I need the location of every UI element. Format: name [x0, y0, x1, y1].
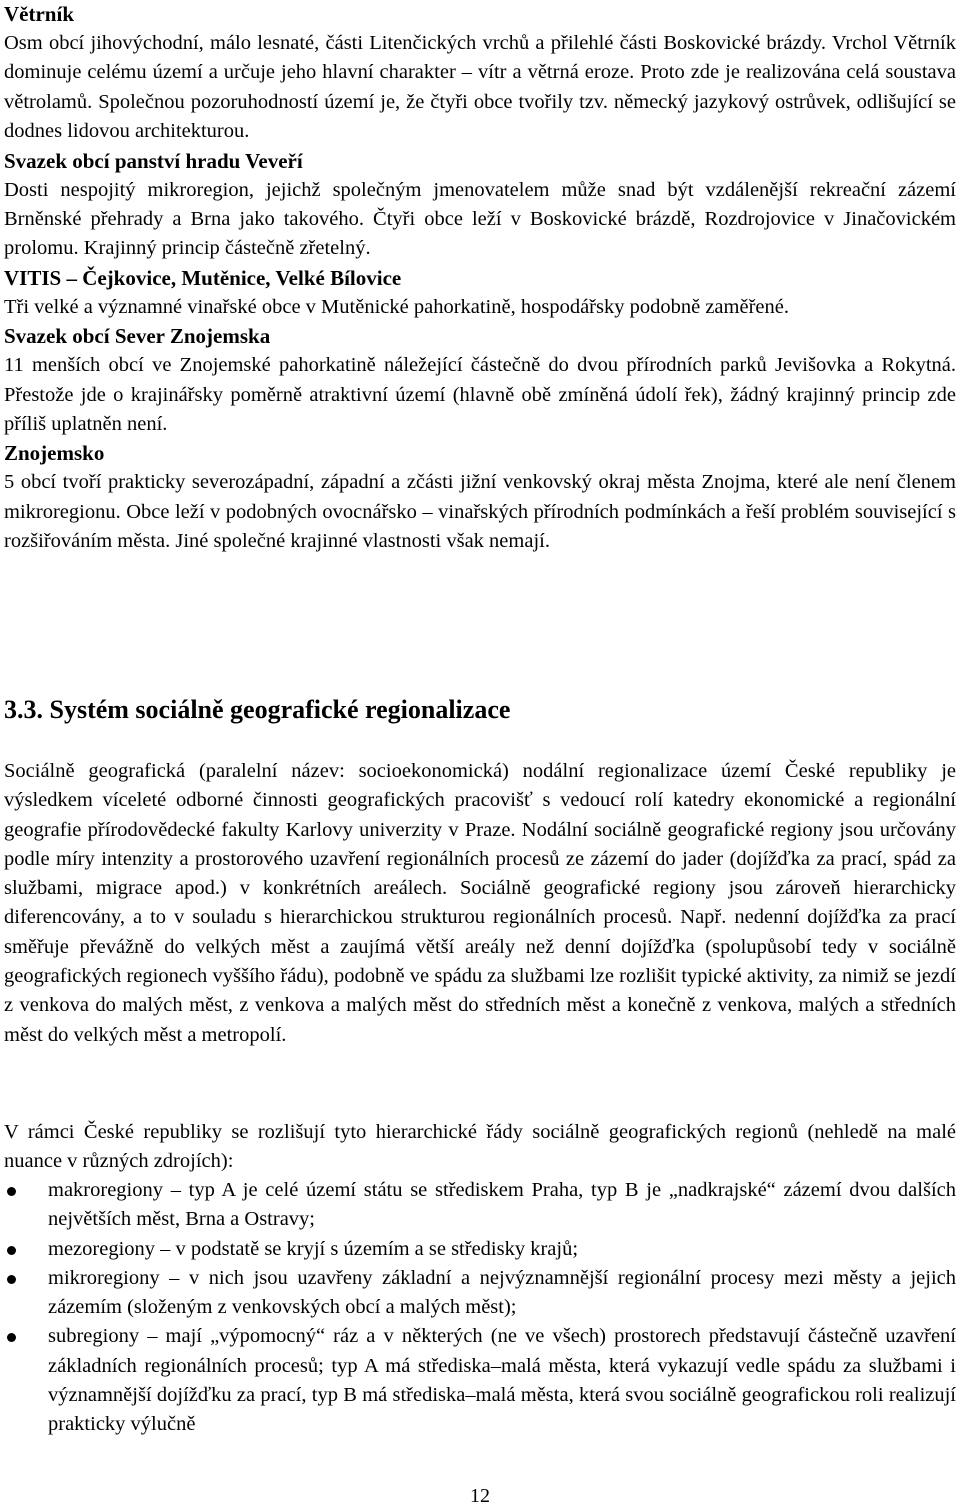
section-heading-sever-znojemska: Svazek obcí Sever Znojemska [4, 324, 271, 349]
list-item [4, 1322, 956, 1439]
list-item-text: mikroregiony – v nich jsou uzavřeny základní a nejvýznamnější regionální procesy mezi městy a jejich zázemím (složeným z venkovských obcí a malých měst); [48, 1266, 956, 1319]
section-body-vetrnik: Osm obcí jihovýchodní, málo lesnaté, části Litenčických vrchů a přilehlé části Boskovické brázdy. Vrchol Větrník dominuje celému území a určuje jeho hlavní charakter – vítr a větrná eroze. Proto zde je realizována celá soustava větrolamů. Společnou pozoruhodností území je, že čtyři obce tvořily tzv. německý jazykový ostrůvek, odlišující se dodnes lidovou architekturou. [4, 32, 956, 143]
section-heading-vetrnik: Větrník [4, 2, 74, 26]
section-heading-vitis: VITIS – Čejkovice, Mutěnice, Velké Bílovice [4, 265, 402, 290]
section-heading-znojemsko: Znojemsko [4, 441, 105, 466]
section-heading-veveri: Svazek obcí panství hradu Veveří [4, 148, 303, 173]
page-number: 12 [470, 1485, 490, 1507]
microregion-descriptions [4, 0, 956, 557]
list-item-text: subregiony – mají „výpomocný“ ráz a v některých (ne ve všech) prostorech představují částečně uzavření základních regionálních procesů; typ A má střediska–malá města, která vykazují vedle spádu za službami i významnější dojížďku za prací, typ B má střediska–malá města, která svou sociálně geografickou roli realizují prakticky výlučně [48, 1325, 956, 1436]
chapter-paragraph-2: V rámci České republiky se rozlišují tyto hierarchické řády sociálně geografických regionů (nehledě na malé nuance v různých zdrojích): [4, 1121, 956, 1173]
section-body-sever-znojemska: 11 menších obcí ve Znojemské pahorkatině náležející částečně do dvou přírodních parků Jevišovka a Rokytná. Přestože jde o krajinářsky poměrně atraktivní území (hlavně obě zmíněná údolí řek), žádný krajinný princip zde příliš uplatněn není. [4, 354, 956, 436]
bullet-icon [7, 1333, 16, 1342]
chapter-title: 3.3. Systém sociálně geografické regionalizace [4, 695, 511, 724]
list-item [4, 1264, 956, 1323]
bullet-icon [7, 1275, 16, 1284]
list-item-text: makroregiony – typ A je celé území státu se střediskem Praha, typ B je „nadkrajské“ zázemí dvou dalších největších měst, Brna a Ostravy; [48, 1179, 956, 1231]
bullet-icon [7, 1246, 16, 1255]
section-body-veveri: Dosti nespojitý mikroregion, jejichž společným jmenovatelem může snad být vzdálenější rekreační zázemí Brněnské přehrady a Brna jako takového. Čtyři obce leží v Boskovické brázdě, Rozdrojovice v Jinačovickém prolomu. Krajinný princip částečně zřetelný. [4, 178, 956, 260]
region-order-list [4, 1176, 956, 1440]
list-item [4, 1235, 956, 1264]
bullet-icon [7, 1187, 16, 1196]
section-body-znojemsko: 5 obcí tvoří prakticky severozápadní, západní a zčásti jižní venkovský okraj města Znojma, které ale není členem mikroregionu. Obce leží v podobných ovocnářsko – vinařských přírodních podmínkách a řeší problém související s rozšiřováním města. Jiné společné krajinné vlastnosti však nemají. [4, 471, 956, 553]
list-item [4, 1176, 956, 1235]
list-item-text: mezoregiony – v podstatě se kryjí s územím a se středisky krajů; [48, 1237, 579, 1260]
chapter-paragraph-1: Sociálně geografická (paralelní název: socioekonomická) nodální regionalizace území České republiky je výsledkem víceleté odborné činnosti geografických pracovišť s vedoucí rolí katedry ekonomické a regionální geografie přírodovědecké fakulty Karlovy univerzity v Praze. Nodální sociálně geografické regiony jsou určovány podle míry intenzity a prostorového uzavření regionálních procesů ze zázemí do jader (dojížďka za prací, spád za službami, migrace apod.) v konkrétních areálech. Sociálně geografické regiony jsou zároveň hierarchicky diferencovány, a to v souladu s hierarchickou strukturou regionálních procesů. Např. nedenní dojížďka za prací směřuje převážně do velkých měst a zaujímá větší areály než denní dojížďka (spolupůsobí tedy v sociálně geografických regionech vyššího řádu), podobně ve spádu za službami lze rozlišit typické aktivity, za nimiž se jezdí z venkova do malých měst, z venkova a malých měst do středních měst a konečně z venkova, malých a středních měst do velkých měst a metropolí. [4, 760, 956, 1046]
section-body-vitis: Tři velké a významné vinařské obce v Mutěnické pahorkatině, hospodářsky podobně zaměřené. [4, 295, 789, 318]
